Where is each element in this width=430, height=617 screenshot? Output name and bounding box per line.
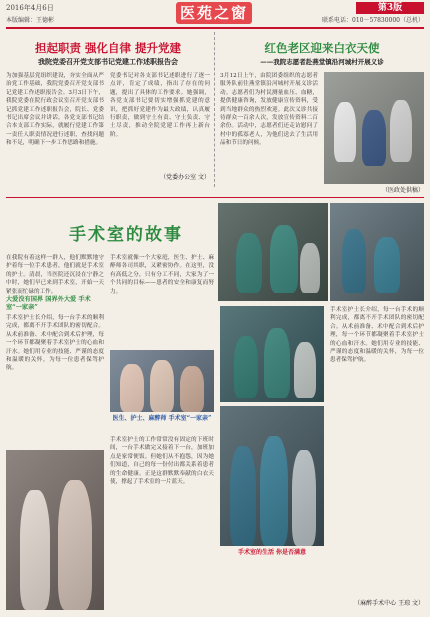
nurses-photo xyxy=(110,350,214,412)
article3-body-right: 手术室护士长介绍，每一台手术的顺利完成，都离不开手术团队的密切配合。从术前准备、术中配合到术后护理，每一个环节都凝聚着手术室护士的心血和汗水。她们用专业的技能、严谨的态度和温暖的关怀，为每一位患者保驾护航。 xyxy=(330,307,424,364)
article2-byline: （医政处供稿） xyxy=(381,187,424,194)
section-rule xyxy=(6,197,424,198)
volunteer-photo xyxy=(324,72,424,184)
contact-phone: 联系电话：010－57830000（总机） xyxy=(322,17,424,24)
page-number: 第3版 xyxy=(356,2,424,14)
article1-body-mid: 党委书记对各支部书记述职进行了逐一点评，肯定了成绩，指出了存在的问题，提出了具体的工作要求。她强调，各党支部书记要切实增强抓党建的意识，把抓好党建作为最大政绩，认真履行职责，做到守土有责、守土负责、守土尽责，推动全院党建工作再上新台阶。 xyxy=(110,73,210,138)
article1-title: 担起职责 强化自律 提升党建 xyxy=(34,41,181,55)
masthead: 医苑之窗 xyxy=(176,2,252,24)
article3-body3: 手术室就像一个大家庭，医生、护士、麻醉师各司其职，又紧密协作。在这里，没有高低之分，只有分工不同，大家为了一个共同的目标——患者的安全和康复而努力。 xyxy=(110,255,214,295)
col-divider xyxy=(214,32,215,187)
surgery-photo-1 xyxy=(218,203,328,301)
surgery-photo-2 xyxy=(330,203,424,301)
article3-title: 手术室的故事 xyxy=(69,225,183,245)
article3-body2: 手术室护士长介绍，每一台手术的顺利完成，都离不开手术团队的密切配合。从术前准备、术中配合到术后护理，每一个环节都凝聚着手术室护士的心血和汗水。她们用专业的技能、严谨的态度和温暖的关怀，为每一位患者保驾护航。 xyxy=(6,315,104,372)
article2-subtitle: ——我院志愿者赴燕堂镇沿河城村开展义诊 xyxy=(260,58,384,66)
surgical-team-photo xyxy=(220,406,324,546)
operating-room-photo xyxy=(220,306,324,402)
article3-inner-headline: 大爱没有国界 国界外大爱 手术室“一家亲” xyxy=(6,296,91,311)
article2-title: 红色老区迎来白衣天使 xyxy=(264,41,380,55)
issue-date: 2016年4月6日 xyxy=(6,4,54,12)
article3-byline: （麻醉手术中心 王琼 文） xyxy=(354,600,424,607)
nurse-portrait-photo xyxy=(6,450,104,610)
article1-body-left: 为加强基层党组织建设，夯实全面从严治党工作基础，我院党委召开党支部书记党建工作述职报告会。3月3日下午，我院党委在院行政会议室召开党支部书记抓党建工作述职报告会，院长、党委书记出席会议并讲话。各党支部书记结合本支部工作实际，就履行党建工作第一责任人职责情况进行述职，查找问题和不足，明确下一步工作思路和措施。 xyxy=(6,73,104,147)
caption-2: 手术室的生活 你是否满意 xyxy=(237,549,307,556)
article1-byline: （党委办公室 文） xyxy=(160,174,210,181)
article1-subtitle: 我院党委召开党支部书记党建工作述职报告会 xyxy=(38,58,178,66)
page-editor: 本版编辑：王德彬 xyxy=(6,17,55,24)
article3-body1: 在我院有着这样一群人，他们默默地守护着每一位手术患者，他们就是手术室的护士。清晨，当医院还沉浸在宁静之中时，她们早已来到手术室，开始一天紧张而忙碌的工作。 xyxy=(6,255,104,295)
article2-body: 3月12日上午，由院团委组织的志愿者服务队前往燕堂镇沿河城村开展义诊活动。志愿者们为村民测量血压、血糖，提供健康咨询，发放健康宣传资料，受到当地群众的热烈欢迎。此次义诊共接待群众一百余人次，发放宣传资料二百余份。活动中，志愿者们还走访慰问了村中的孤寡老人，为他们送去了生活用品和节日的问候。 xyxy=(220,73,318,147)
caption-1: 医生、护士、麻醉师 手术室“一家亲” xyxy=(112,415,212,422)
header-rule xyxy=(6,27,424,29)
article3-body4: 手术室护士的工作常常没有固定的下班时间，一台手术做完又接着下一台，加班加点是家常便饭。但她们从不抱怨，因为她们知道，自己的每一份付出都关系着患者的生命健康。正是这群默默奉献的白衣天使，撑起了手术室的一片蓝天。 xyxy=(110,437,214,486)
